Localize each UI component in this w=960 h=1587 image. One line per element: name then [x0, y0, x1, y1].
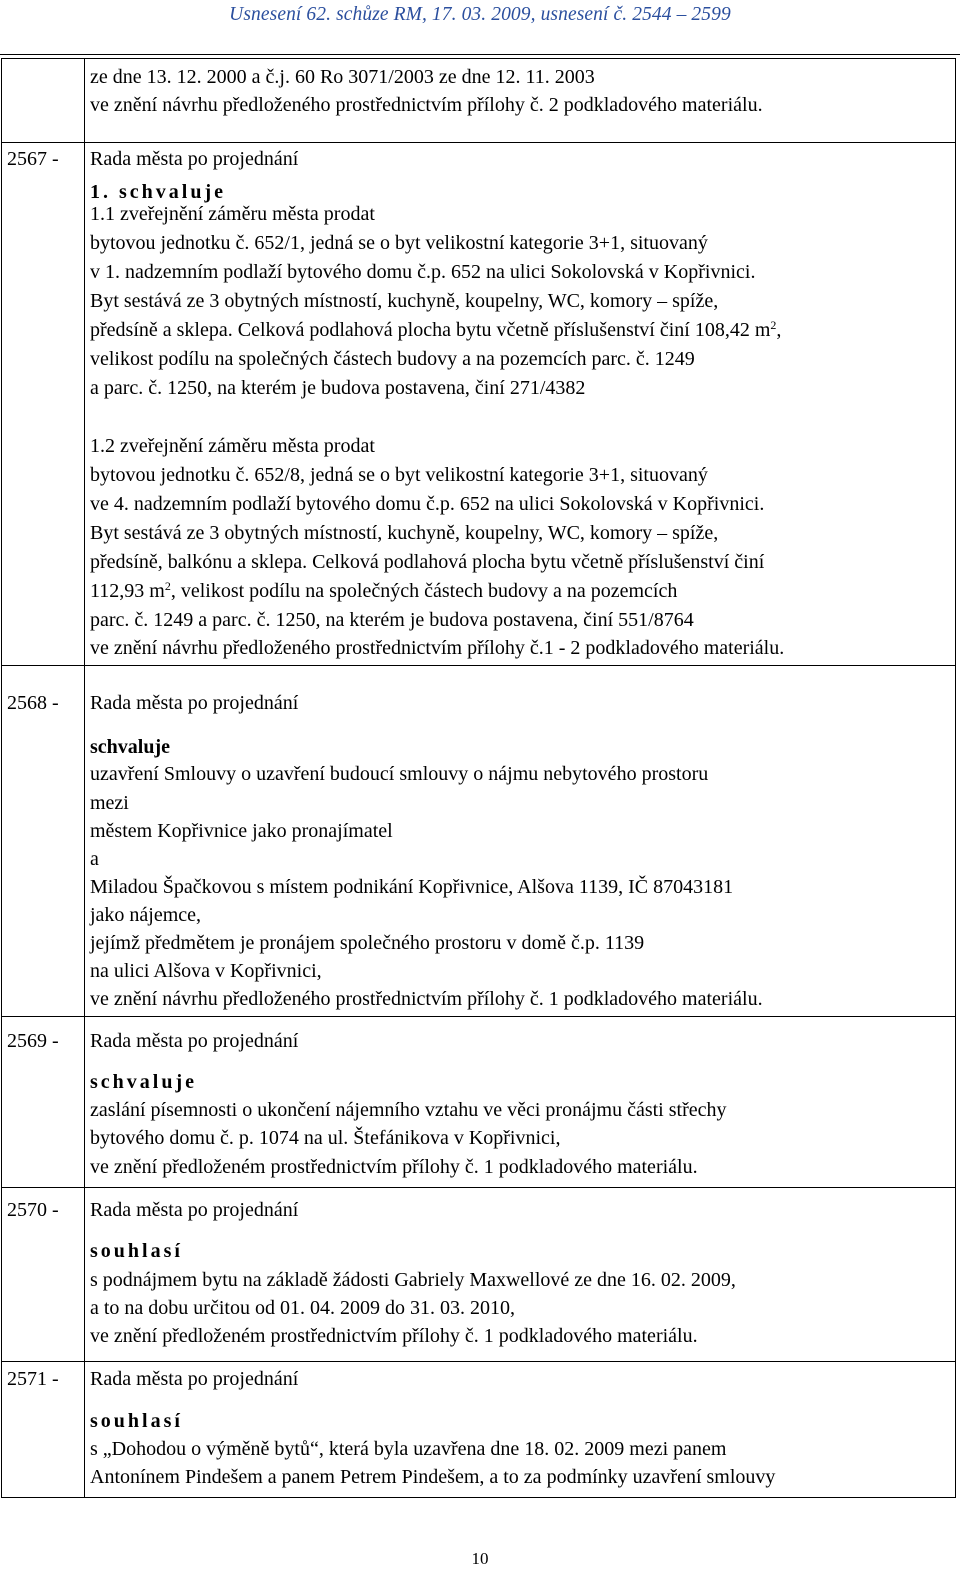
- resolution-verb: schvaluje: [90, 736, 170, 758]
- resolution-line: jejímž předmětem je pronájem společného prostoru v domě č.p. 1139: [90, 932, 645, 954]
- row-divider: [2, 1016, 955, 1017]
- item-line: bytovou jednotku č. 652/1, jedná se o byt velikostní kategorie 3+1, situovaný: [90, 232, 708, 254]
- resolution-line: bytového domu č. p. 1074 na ul. Štefánikova v Kopřivnici,: [90, 1127, 561, 1149]
- item-line: [90, 318, 781, 342]
- resolution-line: a to na dobu určitou od 01. 04. 2009 do 31. 03. 2010,: [90, 1297, 515, 1319]
- item-line: parc. č. 1249 a parc. č. 1250, na kterém je budova postavena, činí 551/8764: [90, 609, 694, 631]
- resolution-verb: schvaluje: [90, 1071, 197, 1093]
- item-title: 1.1 zveřejnění záměru města prodat: [90, 203, 375, 225]
- resolution-number: 2568 -: [7, 692, 59, 714]
- resolution-number: 2569 -: [7, 1030, 59, 1052]
- resolution-heading: Rada města po projednání: [90, 148, 299, 170]
- item-title: 1.2 zveřejnění záměru města prodat: [90, 435, 375, 457]
- resolution-line: Miladou Špačkovou s místem podnikání Kopřivnice, Alšova 1139, IČ 87043181: [90, 876, 734, 898]
- resolution-line: zaslání písemnosti o ukončení nájemního vztahu ve věci pronájmu části střechy: [90, 1099, 727, 1121]
- item-text: ,: [776, 319, 782, 341]
- resolution-verb: souhlasí: [90, 1410, 183, 1432]
- header-rule: [0, 54, 960, 55]
- item-line: předsíně, balkónu a sklepa. Celková podlahová plocha bytu včetně příslušenství činí: [90, 551, 765, 573]
- resolution-line: Antonínem Pindešem a panem Petrem Pindešem, a to za podmínky uzavření smlouvy: [90, 1466, 776, 1488]
- item-line: v 1. nadzemním podlaží bytového domu č.p. 652 na ulici Sokolovská v Kopřivnici.: [90, 261, 756, 283]
- item-line: a parc. č. 1250, na kterém je budova postavena, činí 271/4382: [90, 377, 586, 399]
- resolution-verb: 1. schvaluje: [90, 181, 226, 203]
- resolution-line: s „Dohodou o výměně bytů“, která byla uzavřena dne 18. 02. 2009 mezi panem: [90, 1438, 727, 1460]
- resolution-line: městem Kopřivnice jako pronajímatel: [90, 820, 393, 842]
- resolution-heading: Rada města po projednání: [90, 1199, 299, 1221]
- resolution-line: a: [90, 848, 99, 870]
- resolution-number: 2567 -: [7, 148, 59, 170]
- resolution-line: jako nájemce,: [90, 904, 202, 926]
- item-line: velikost podílu na společných částech budovy a na pozemcích parc. č. 1249: [90, 348, 695, 370]
- item-text: předsíně a sklepa. Celková podlahová plocha bytu včetně příslušenství činí 108,42 m: [90, 319, 771, 341]
- superscript: 2: [164, 579, 171, 593]
- resolution-line: uzavření Smlouvy o uzavření budoucí smlouvy o nájmu nebytového prostoru: [90, 763, 709, 785]
- item-line: Byt sestává ze 3 obytných místností, kuchyně, koupelny, WC, komory – spíže,: [90, 522, 719, 544]
- row-divider: [2, 665, 955, 666]
- page-number: 10: [471, 1549, 489, 1568]
- intro-line: ze dne 13. 12. 2000 a č.j. 60 Ro 3071/2003 ze dne 12. 11. 2003: [90, 66, 595, 88]
- resolution-heading: Rada města po projednání: [90, 692, 299, 714]
- resolution-heading: Rada města po projednání: [90, 1368, 299, 1390]
- resolution-number: 2571 -: [7, 1368, 59, 1390]
- resolution-heading: Rada města po projednání: [90, 1030, 299, 1052]
- resolution-line: mezi: [90, 792, 129, 814]
- item-line: ve znění návrhu předloženého prostřednictvím přílohy č.1 - 2 podkladového materiálu.: [90, 637, 785, 659]
- resolution-verb: souhlasí: [90, 1240, 183, 1262]
- row-divider: [2, 142, 955, 143]
- item-text: , velikost podílu na společných částech budovy a na pozemcích: [170, 580, 678, 602]
- item-line: Byt sestává ze 3 obytných místností, kuchyně, koupelny, WC, komory – spíže,: [90, 290, 719, 312]
- resolution-line: ve znění předloženém prostřednictvím přílohy č. 1 podkladového materiálu.: [90, 1156, 698, 1178]
- item-line: [90, 579, 677, 603]
- superscript: 2: [770, 318, 777, 332]
- item-text: 112,93 m: [90, 580, 165, 602]
- resolution-line: ve znění návrhu předloženého prostřednictvím přílohy č. 1 podkladového materiálu.: [90, 988, 763, 1010]
- resolution-line: na ulici Alšova v Kopřivnici,: [90, 960, 322, 982]
- resolution-number: 2570 -: [7, 1199, 59, 1221]
- resolution-line: s podnájmem bytu na základě žádosti Gabriely Maxwellové ze dne 16. 02. 2009,: [90, 1269, 736, 1291]
- resolution-line: ve znění předloženém prostřednictvím přílohy č. 1 podkladového materiálu.: [90, 1325, 698, 1347]
- item-line: bytovou jednotku č. 652/8, jedná se o byt velikostní kategorie 3+1, situovaný: [90, 464, 708, 486]
- row-divider: [2, 1361, 955, 1362]
- column-divider: [84, 59, 85, 1497]
- running-header: Usnesení 62. schůze RM, 17. 03. 2009, usnesení č. 2544 – 2599: [229, 4, 731, 25]
- row-divider: [2, 1187, 955, 1188]
- item-line: ve 4. nadzemním podlaží bytového domu č.p. 652 na ulici Sokolovská v Kopřivnici.: [90, 493, 765, 515]
- intro-line: ve znění návrhu předloženého prostřednictvím přílohy č. 2 podkladového materiálu.: [90, 94, 763, 116]
